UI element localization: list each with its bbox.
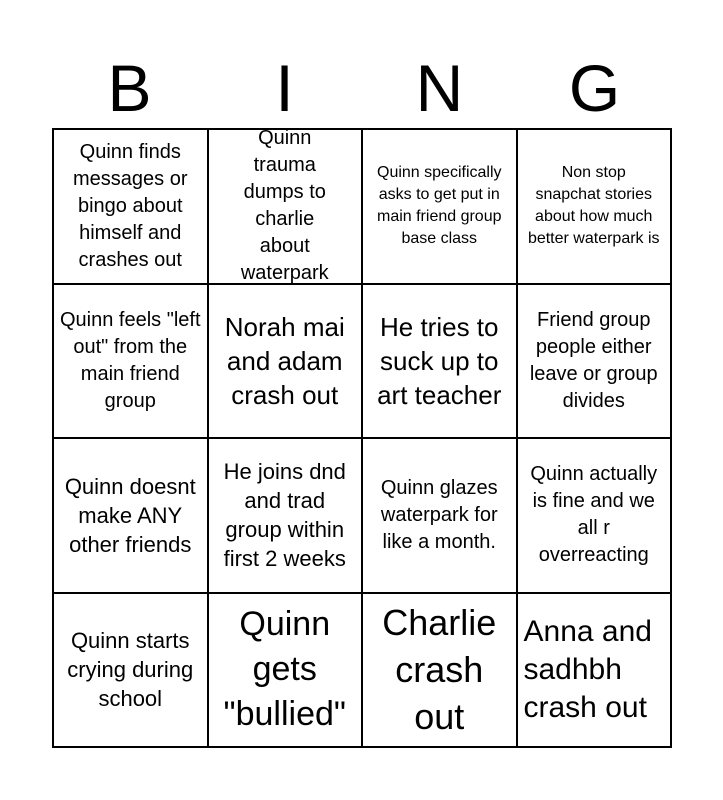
cell-text: Quinn gets "bullied" bbox=[223, 605, 346, 734]
cell-text: Quinn trauma dumps to charlie about waterpark bbox=[240, 130, 329, 285]
cell-text: Quinn finds messages or bingo about himself and crashes out bbox=[73, 140, 188, 271]
cell-text: He tries to suck up to art teacher bbox=[377, 311, 502, 410]
cell-text: Quinn doesnt make ANY other friends bbox=[64, 473, 196, 557]
header-letter-b: B bbox=[107, 51, 152, 125]
cell-text: Quinn starts crying during school bbox=[67, 628, 194, 712]
bingo-cell-6[interactable] bbox=[209, 285, 364, 440]
cell-text: Non stop snapchat stories about how much better waterpark is bbox=[527, 164, 660, 248]
bingo-cell-14[interactable] bbox=[209, 594, 364, 749]
bingo-cell-15[interactable] bbox=[363, 594, 518, 749]
bingo-cell-16[interactable] bbox=[518, 594, 673, 749]
bingo-cell-3[interactable] bbox=[363, 130, 518, 285]
bingo-cell-5[interactable] bbox=[54, 285, 209, 440]
header-letter-n: N bbox=[415, 51, 464, 125]
bingo-cell-4[interactable] bbox=[518, 130, 673, 285]
bingo-cell-2[interactable] bbox=[209, 130, 364, 285]
cell-text: Quinn feels "left out" from the main friend group bbox=[60, 308, 201, 412]
header-letter-g: G bbox=[568, 51, 621, 125]
cell-text: Quinn glazes waterpark for like a month. bbox=[380, 476, 498, 553]
cell-text: Friend group people either leave or group divides bbox=[529, 308, 658, 412]
bingo-cell-11[interactable] bbox=[363, 439, 518, 594]
bingo-cell-12[interactable] bbox=[518, 439, 673, 594]
bingo-board bbox=[52, 128, 672, 748]
bingo-cell-9[interactable] bbox=[54, 439, 209, 594]
cell-text: Anna and sadhbh crash out bbox=[523, 614, 652, 724]
cell-text: Charlie crash out bbox=[382, 602, 497, 738]
bingo-cell-13[interactable] bbox=[54, 594, 209, 749]
cell-text: Quinn actually is fine and we all r overreacting bbox=[530, 463, 658, 567]
bingo-cell-7[interactable] bbox=[363, 285, 518, 440]
header-letter-i: I bbox=[275, 51, 294, 125]
bingo-cell-1[interactable] bbox=[54, 130, 209, 285]
bingo-cell-10[interactable] bbox=[209, 439, 364, 594]
cell-text: He joins dnd and trad group within first 2 weeks bbox=[223, 459, 346, 572]
cell-text: Quinn specifically asks to get put in main friend group base class bbox=[376, 164, 502, 248]
bingo-header bbox=[52, 48, 672, 128]
bingo-cell-8[interactable] bbox=[518, 285, 673, 440]
cell-text: Norah mai and adam crash out bbox=[224, 311, 345, 410]
